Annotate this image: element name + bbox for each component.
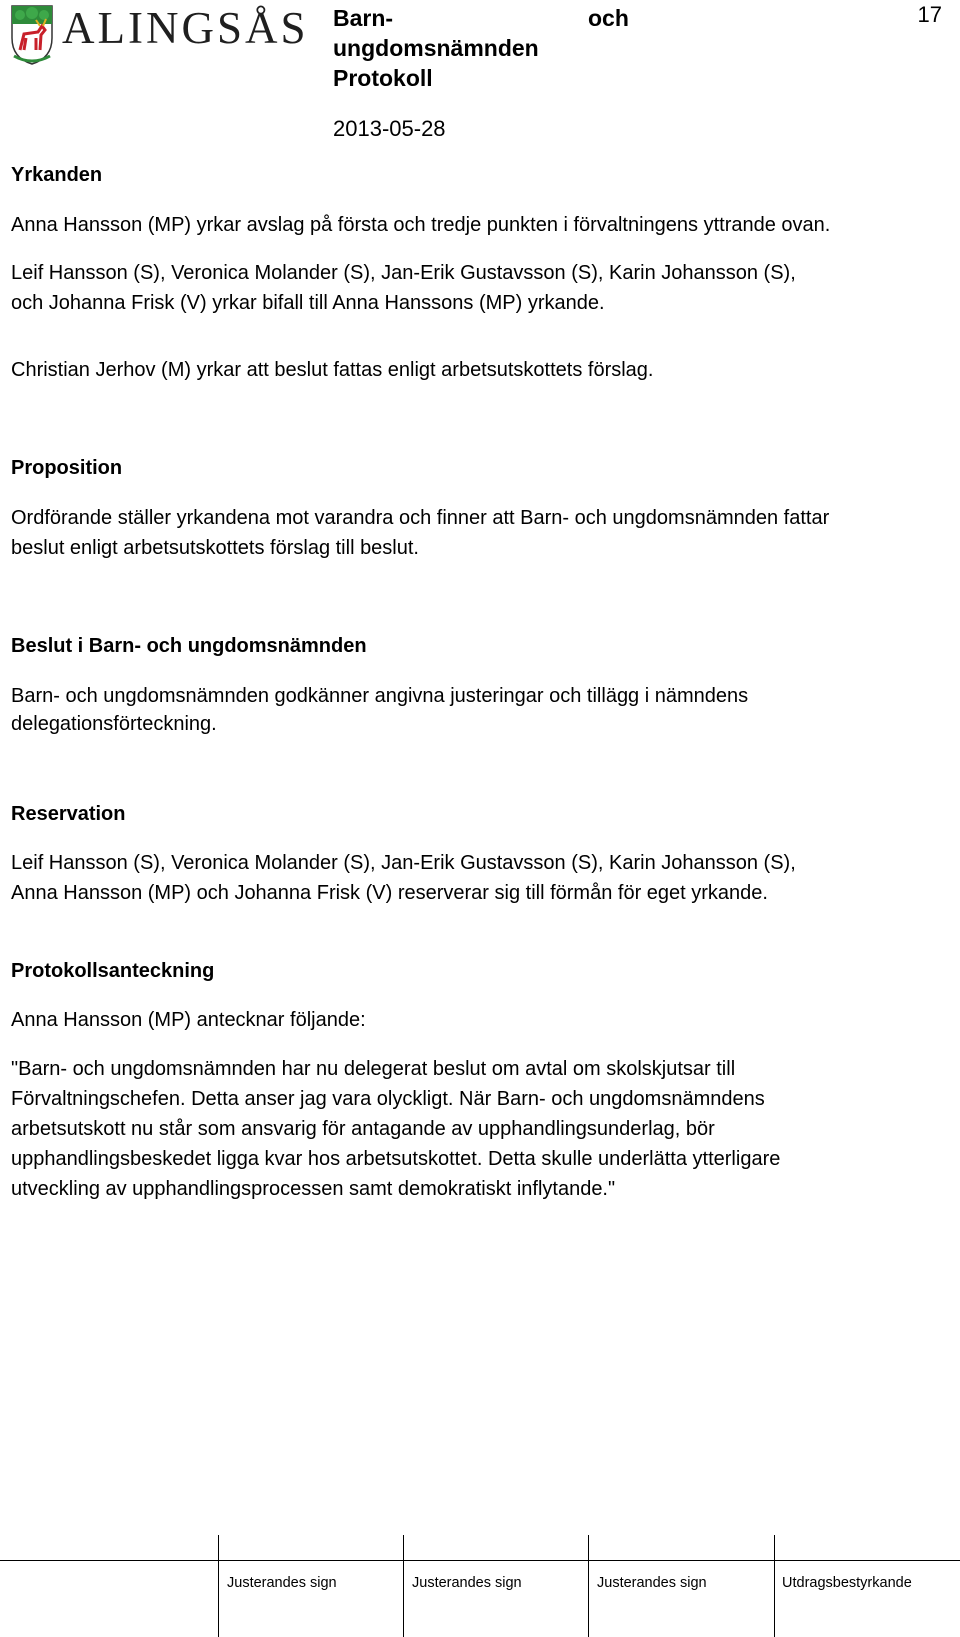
utdragsbestyrkande: Utdragsbestyrkande bbox=[782, 1575, 912, 1591]
heading-proposition: Proposition bbox=[11, 457, 123, 479]
beslut-line-2: delegationsförteckning. bbox=[11, 713, 217, 735]
title-och: och bbox=[588, 5, 629, 31]
justerandes-sign-2: Justerandes sign bbox=[412, 1575, 522, 1591]
yrkanden-paragraph-1: Anna Hansson (MP) yrkar avslag på första och tredje punkten i förvaltningens yttrande ovan. bbox=[11, 214, 831, 236]
footer-divider-1 bbox=[218, 1535, 219, 1637]
quote-line-3: arbetsutskott nu står som ansvarig för antagande av upphandlingsunderlag, bör bbox=[11, 1118, 715, 1140]
quote-line-1: "Barn- och ungdomsnämnden har nu delegerat beslut om avtal om skolskjutsar till bbox=[11, 1058, 736, 1080]
document-title bbox=[333, 3, 539, 93]
heading-protokollsanteckning: Protokollsanteckning bbox=[11, 960, 215, 982]
heading-reservation: Reservation bbox=[11, 803, 126, 825]
footer-divider-3 bbox=[588, 1535, 589, 1637]
coat-of-arms-icon bbox=[10, 4, 54, 66]
footer-rule bbox=[0, 1560, 960, 1561]
yrkanden-paragraph-3: Christian Jerhov (M) yrkar att beslut fattas enligt arbetsutskottets förslag. bbox=[11, 359, 654, 381]
yrkanden-paragraph-2-line-2: och Johanna Frisk (V) yrkar bifall till Anna Hanssons (MP) yrkande. bbox=[11, 292, 605, 314]
meeting-date: 2013-05-28 bbox=[333, 116, 446, 141]
title-line-2: ungdomsnämnden bbox=[333, 35, 539, 61]
proposition-line-1: Ordförande ställer yrkandena mot varandra och finner att Barn- och ungdomsnämnden fattar bbox=[11, 507, 830, 529]
footer-divider-2 bbox=[403, 1535, 404, 1637]
quote-line-2: Förvaltningschefen. Detta anser jag vara olyckligt. När Barn- och ungdomsnämndens bbox=[11, 1088, 765, 1110]
logo-wordmark: ALINGSÅS bbox=[62, 3, 309, 53]
title-line-3: Protokoll bbox=[333, 65, 433, 91]
yrkanden-paragraph-2-line-1: Leif Hansson (S), Veronica Molander (S), Jan-Erik Gustavsson (S), Karin Johansson (S), bbox=[11, 262, 796, 284]
justerandes-sign-3: Justerandes sign bbox=[597, 1575, 707, 1591]
reservation-line-1: Leif Hansson (S), Veronica Molander (S), Jan-Erik Gustavsson (S), Karin Johansson (S), bbox=[11, 852, 796, 874]
beslut-line-1: Barn- och ungdomsnämnden godkänner angivna justeringar och tillägg i nämndens bbox=[11, 685, 749, 707]
title-line-1: Barn- bbox=[333, 5, 394, 31]
heading-yrkanden: Yrkanden bbox=[11, 164, 103, 186]
heading-beslut: Beslut i Barn- och ungdomsnämnden bbox=[11, 635, 367, 657]
page-number: 17 bbox=[917, 2, 942, 27]
protokollsanteckning-intro: Anna Hansson (MP) antecknar följande: bbox=[11, 1009, 366, 1031]
alingsas-logo bbox=[10, 4, 309, 66]
quote-line-4: upphandlingsbeskedet ligga kvar hos arbetsutskottet. Detta skulle underlätta ytterligare bbox=[11, 1148, 781, 1170]
footer-divider-4 bbox=[774, 1535, 775, 1637]
justerandes-sign-1: Justerandes sign bbox=[227, 1575, 337, 1591]
signature-footer bbox=[0, 1535, 960, 1637]
proposition-line-2: beslut enligt arbetsutskottets förslag till beslut. bbox=[11, 537, 419, 559]
quote-line-5: utveckling av upphandlingsprocessen samt demokratiskt inflytande." bbox=[11, 1178, 616, 1200]
reservation-line-2: Anna Hansson (MP) och Johanna Frisk (V) reserverar sig till förmån för eget yrkande. bbox=[11, 882, 768, 904]
